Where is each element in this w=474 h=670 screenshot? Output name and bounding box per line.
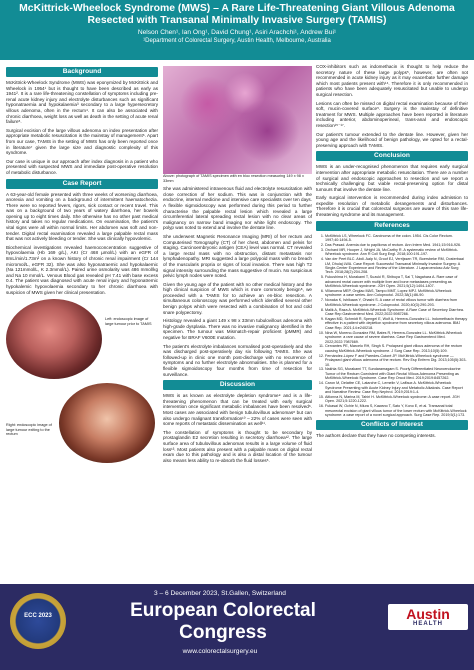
reference-item: 16. Fukasai W, Ochie N, Miura S, Kawano T, Sato Y, Kono E, et al. Transanal total mesorectal excision of giant villous tumor of the lower rectum with McKittrick-Wheelock syndrome: a case report of a novel surgical approach. Surg Case Rep. 2019;5(1):173. bbox=[325, 404, 468, 417]
column-middle bbox=[163, 64, 312, 466]
reference-item: 15. Aitlonna N, Marina M, Tahiri H. McKittrick-Wheelock syndrome: A case report. JGH Open. 2021;5:1220-1222. bbox=[325, 395, 468, 404]
congress-seal-icon bbox=[10, 593, 66, 649]
case-report-paragraph-2: Biochemical investigations revealed haemoconcentration suggestive of hypovolaemia (Hb 169 g/L), AKI (Cr 468 µmol/L) with an eGFR of 8mL/min/1.73m² on a known history of chronic renal impairment (Cr 144 micromol/L, eGFR 32). She was also hyponatraemic and hypokalaemic (Na 121mmol/L, K 2.3mmol/L). Paired urine osmolarity was 486 mmol/kg and Na 10 mmol/L. Venous Blood gas revealed pH 7.41 with base excess 0.4. The patient was diagnosed with acute renal injury and hyponatremic hypokalemic hypovolaemia secondary to her chronic diarrhoea with suspicion of MWS given her clinical presentation. bbox=[6, 244, 158, 295]
case-paragraph-5: Given the young age of the patient with no other medical history and the high clinical suspicion of MWS which is more commonly benign⁸, we proceeded with a TAMIS for to achieve an en-bloc resection. A simultaneous colonoscopy was performed which identified several other benign polyps which were resected with a combination of hot and cold snare polypectomy. bbox=[163, 281, 312, 315]
reference-item: 8. Malik A, Raza A. McKittrick-Wheelock Syndrome: A Rare Case of Secretory Diarrhea. Case Rep Gastroenterol Med. 2022;2022:5987266. bbox=[325, 308, 468, 317]
background-paragraph-1: McKittrick-Wheelock Syndrome (MWS) was eponymized by McKittrick and Wheelock in 1954¹ but is thought to have been described as early as 1941². It is a rare life-threatening constellation of symptoms including pre-renal acute kidney injury and electrolyte disturbances such as significant hyponatraemia and hypokalaemia³ secondary to a large hypersecretory villous adenoma, often in the rectum⁴. It can also be associated with chronic diarrhoea, weight loss as well as death in the setting of acute renal failure⁵. bbox=[6, 80, 158, 125]
specimen-photo bbox=[163, 66, 312, 174]
section-heading-references: References bbox=[316, 221, 468, 231]
figure-caption-2: Right: endoscopic image of large tumour exiting to the rectum bbox=[6, 423, 52, 437]
congress-date: 3 – 6 December 2023, St.Gallen, Switzerland bbox=[154, 590, 286, 597]
reference-item: 10. Nina W, Moreno-Gonzalez RM, Bates R, Herrera-Gonzalez LL. McKittrick-Wheelock syndrome: a rare cause of severe diarrhea. Case Rep Gastroenterol Med. 2022;2022:7987669. bbox=[325, 331, 468, 344]
figure-endoscopy-2 bbox=[6, 383, 158, 463]
discussion-paragraph-3: COX-inhibitors such as indomethacin is thought to help reduce the secretory nature of these large polyps⁵, however, are often not recommended in acute kidney injury as it may exacerbate further damage which most patients present with¹⁴. Therefore it is only recommended in patients who have been adequately resuscitated but unable to undergo surgical resection. bbox=[316, 64, 468, 97]
reference-item: 2. Das Prasad. Anemia due to papilloma of rectum. Ann Intern Med. 1941;15:916-926. bbox=[325, 243, 468, 247]
congress-name-line-2: Congress bbox=[179, 622, 267, 643]
reference-item: 4. Van der Peet BLC. Abdi. Aalp N, Groof EJ, Verrijssen TR, Boersbeke RM, Oosterbaai LM, Dhulaj LWA. Case Report: Successful Transanal Minimally Invasive Surgery: A Single-Center Experience and Review of the Literature. J Laparoendosc Adv Surg Tech. 2018;28(2):204-208. bbox=[325, 257, 468, 275]
case-paragraph-3: She was administered intravenous fluid and electrolyte resuscitation with close correction of her sodium. This was in conjunction with the endocrine, internal medicine and intensive care specialists over ten days. A flexible sigmoidoscopy was performed during this period to further characterise the palpable rectal lesion which revealed a large circumferential lateral spreading rectal lesion with no clear areas of malignancy on narrow band imaging nor white light endoscopy. The polyp was noted to extend and involve the dentate line. bbox=[163, 186, 312, 231]
discussion-paragraph-2: The constellation of symptoms is thought to be secondary by prostaglandin E2 secretion resulting in secretory diarrhoea¹². The large surface area of tubulovillous adenomas results in a large volume of fluid loss¹³. Most patients also present with a palpable mass on digital rectal exam due to this pathology and is also a distal location of the tumour also means less ability to re-absorb the fluid losses⁶. bbox=[163, 429, 312, 463]
conflicts-text: The authors declare that they have no competing interests. bbox=[316, 433, 436, 439]
section-heading-conclusion: Conclusion bbox=[316, 151, 468, 161]
reference-item: 6. Villanueva MEP, Onglao MAS, Tampo MMT, Lopez MPJ. McKittrick-Wheelock syndrome: a case series. Ann Coloproctol. 2022;38(1):86-90. bbox=[325, 289, 468, 298]
reference-item: 12. Fernández-López F and Paredes-Cotoré JP. McKittrick-Wheelock syndrome — Prolapsed giant villous adenoma of the rectum. Rev Esp Enferm Dig. 2013;105(5):303-10. bbox=[325, 354, 468, 367]
title-line-1: McKittrick-Wheelock Syndrome (MWS) – A Rare Life-Threatening Giant Villous Adenoma bbox=[19, 3, 455, 14]
discussion-paragraph-5: Our patient's tumour extended to the dentate line. However, given her young age and the likelihood of benign pathology, we opted for a rectal-preserving approach with TAMIS. bbox=[316, 131, 468, 148]
austin-logo-text: Austin bbox=[406, 606, 450, 622]
discussion-paragraph-1: MWS is as known as electrolyte depletion syndrome⁹ and is a life-threatening phenomenon that can be treated with early surgical intervention once significant metabolic imbalances have been resolved⁶. Most cases are associated with benign tubulovillous adenomas⁸ but can also undergo malignant transformation¹⁰ – 22% of cases were seen with some reports of metastatic dissemination as well¹¹. bbox=[163, 393, 312, 427]
reference-item: 3. Orchard MR, Hooper J, Wright JA, McCarthy R. A systematic review of McKittrick-Wheelock syndrome. Ann R Coll Surg Engl. 2018;100:191-197. bbox=[325, 248, 468, 257]
section-heading-background: Background bbox=[6, 67, 158, 77]
column-right bbox=[316, 64, 468, 442]
poster-title bbox=[0, 0, 474, 27]
reference-item: 13. Nakhla SG, Murakami TT, Sundaramagam S. Poorly Differentiated Neuroendocrine Tumor of the Rectum Coexistent with Giant Rectal Villous Adenoma Presenting as McKittrick-Wheelock Syndrome. Case Rep Oncol Med. 2019;2019:8457262. bbox=[325, 367, 468, 380]
reference-item: 1. McKittrick LS, Wheelock FC. Carcinoma of the colon. 1954. Cis Color Rectum. 1997;40:1494-5. bbox=[325, 234, 468, 243]
figure-caption-3: Above: photograph of TAMIS specimen with en bloc resection measuring 149 x 98 x 33mm bbox=[163, 174, 304, 183]
case-report-paragraph-1: A 63-year-old female presented with three weeks of worsening diarrhoea, anorexia and vomiting on a background of intermittent haematochezia. There were no reported fevers, rigors, sick contact or recent travel. This was on a background of two years of watery diarrhoea, her bowels opening up to eight times daily. She otherwise has no other past medical history and takes no regular medications. On examination, the patient's vital signs were all within normal limits. Her abdomen was soft and non-tender. Digital rectal examination revealed a large palpable rectal mass that was not actively bleeding or tender. She was clinically hypovolemic. bbox=[6, 191, 158, 242]
endoscopy-image-1 bbox=[6, 299, 102, 379]
case-paragraph-6: Histology revealed a giant 149 x 98 x 33mm tubulovillous adenoma with high-grade dysplasia. There was no invasive malignancy identified in the specimen. The tumour was Mismatch-repair proficient (pMMR) and negative for BRAF V600E mutation. bbox=[163, 318, 312, 341]
health-logo-text: HEALTH bbox=[413, 621, 443, 627]
background-paragraph-3: Our case is unique in our approach after index diagnosis in a patient who presented with suspected MWS and immediate post-operative resolution of metabolic disturbance. bbox=[6, 158, 158, 175]
figure-endoscopy-1 bbox=[6, 299, 158, 379]
congress-footer bbox=[0, 584, 474, 670]
case-paragraph-7: The patient's electrolyte imbalances normalised post-operatively and she was discharged post-operatively day six following TAMIS. She was followed-up in clinic one month post-discharge with no recurrence of symptoms and no further electrolyte abnormalities. She is planned for a flexible sigmoidoscopy four months from time of resection for surveillance. bbox=[163, 343, 312, 377]
discussion-paragraph-4: Lesions can often be missed on digital rectal examination because of their soft, mucin-covered surface⁵. Surgery is the mainstay of definitive treatment for MWS. Multiple approaches have been reported in literature including anterior, abdominoperineal, trans-anal and endoscopic resection¹⁵⁻¹⁷. bbox=[316, 100, 468, 128]
affiliation: ¹Department of Colorectal Surgery, Austin Health, Melbourne, Australia bbox=[143, 38, 331, 44]
section-heading-discussion: Discussion bbox=[163, 380, 312, 390]
poster-header bbox=[0, 0, 474, 60]
reference-list bbox=[316, 234, 468, 418]
reference-item: 5. Fukushima H, Murakami T, Suzuki R, Shibuya T, Sai T, Nagahara A. Rare case of advanced rectal cancer with multiple liver and bone metastases presenting as McKittrick-Wheelock syndrome. JGH Open. 2021;5(12):1404-1407. bbox=[325, 275, 468, 288]
conclusion-paragraph-2: Early surgical intervention is recommended during index admission to expedite resolution of metabolic derangements and disturbances. Therefore it is crucial that colorectal surgeons are aware of this rare life-threatening syndrome and its management. bbox=[316, 195, 468, 218]
figure-caption-1: Left: endoscopic image of large tumour prior to TAMIS bbox=[105, 317, 152, 326]
background-paragraph-2: Surgical excision of the large villous adenoma on index presentation after appropriate metabolic resuscitation is the mainstay of management⁶. Apart from our case, TAMIS in the setting of MWS has only been reported once in literature⁷ given the large size and diagnostic complexity of this syndrome. bbox=[6, 127, 158, 156]
endoscopy-image-2 bbox=[59, 383, 155, 463]
section-heading-case-report: Case Report bbox=[6, 179, 158, 189]
author-list: Nelson Chen¹, Ian Ong¹, David Chung¹, Asiri Arachchi¹, Andrew Bui¹ bbox=[137, 29, 337, 36]
reference-item: 14. Caron M, Delattre CE, Latarche C, Lemelin V, Laffaux A. McKittrick-Wheelock Syndrome Presenting with Acute Kidney Injury and Metabolic Alkalosis. Case Report and Narrative Review. Case Rep Nephrol. 2019;2019:1-4. bbox=[325, 381, 468, 394]
congress-url[interactable]: www.colorectalsurgery.eu bbox=[182, 648, 258, 655]
reference-item: 11. Cervantes PE, Marcelo RH, Singh S. Prolapsed giant villous adenoma of the rectum causing McKittrick-Wheelock syndrome. J Surg Case Rep. 2013;10(5):109. bbox=[325, 344, 468, 353]
conclusion-paragraph-1: MWS is an under-recognised phenomenon that requires early surgical intervention after appropriate metabolic resuscitation. There are a number of surgical and endoscopic approaches to resection and we report a technically challenging but viable rectal-preserving option for distal tumours that involve the dentate line. bbox=[316, 164, 468, 192]
reference-item: 9. Kagan MD, Schmidt R, Spengel E, Wolf A, Herrera-Gonzalez LL. Indomethacin therapy effective in a patient with depletion syndrome from secretory villous adenoma. BMJ Case Rep. 2021;14:e240218. bbox=[325, 317, 468, 330]
section-heading-conflicts: Conflicts of Interest bbox=[316, 420, 468, 430]
austin-health-logo bbox=[388, 604, 468, 630]
column-left bbox=[6, 64, 158, 463]
congress-seal-label: ECC 2023 bbox=[24, 613, 52, 619]
case-paragraph-4: She underwent Magnetic Resonance Imaging (MRI) of her rectum and Computerised Tomography (CT) of her chest, abdomen and pelvis for staging. Carcinoembryonic antigen (CEA) level was normal. CT revealed a large rectal mass with no obstruction, distant metastasis nor lymphadenopathy. MRI suggested a large polypoid mass with no breach of the muscularis propria or signs of local invasion. There was high T2 signal intensity surrounding the mass suggestive of mucin. No suspicious pelvic lymph nodes were noted. bbox=[163, 233, 312, 279]
reference-item: 7. Nonaka K, Ishikawa Y, Ohashi S. A case of rectal villous tumor with diarrhea from McKittrick-Wheelock syndrome. J Coloproctol. 2020;40(3):290-293. bbox=[325, 298, 468, 307]
congress-name-line-1: European Colorectal bbox=[130, 600, 316, 621]
title-line-2: Resected with Transanal Minimally Invasive Surgery (TAMIS) bbox=[87, 15, 387, 26]
